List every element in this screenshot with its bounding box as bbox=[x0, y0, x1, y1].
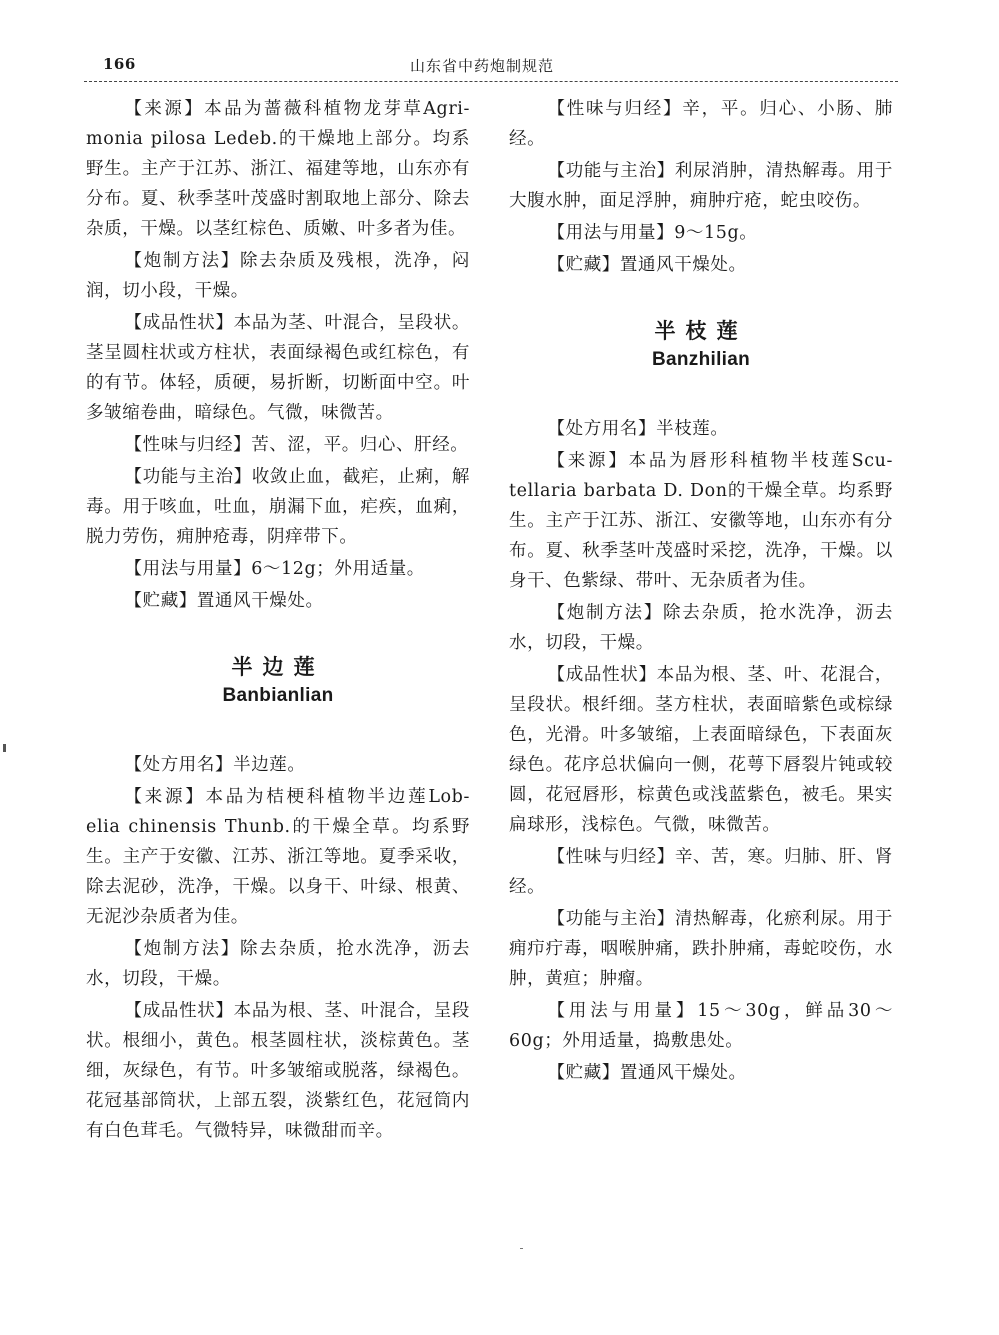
paragraph-storage: 【贮藏】置通风干燥处。 bbox=[547, 1063, 747, 1083]
paragraph-processing-method: 【炮制方法】除去杂质及残根，洗净，闷润，切小段，干燥。 bbox=[86, 251, 470, 301]
herb-title: 半枝莲 bbox=[654, 319, 748, 343]
left-column bbox=[86, 94, 470, 1148]
paragraph-nature-meridian: 【性味与归经】辛、苦，寒。归肺、肝、肾经。 bbox=[509, 847, 893, 897]
paragraph-usage-dosage: 【用法与用量】9～15g。 bbox=[547, 223, 758, 243]
right-column bbox=[509, 94, 893, 1090]
herb-pinyin: Banbianlian bbox=[222, 685, 334, 706]
paragraph-functions-indications: 【功能与主治】收敛止血，截疟，止痢，解毒。用于咳血，吐血，崩漏下血，疟疾，血痢，脱力劳伤，痈肿疮毒，阴痒带下。 bbox=[86, 467, 470, 547]
paragraph-functions-indications: 【功能与主治】利尿消肿，清热解毒。用于大腹水肿，面足浮肿，痈肿疔疮，蛇虫咬伤。 bbox=[509, 161, 893, 211]
paragraph-usage-dosage: 【用法与用量】15～30g，鲜品30～60g；外用适量，捣敷患处。 bbox=[509, 1001, 893, 1051]
paragraph-prescription-name: 【处方用名】半枝莲。 bbox=[547, 419, 729, 439]
paragraph-source: 【来源】本品为唇形科植物半枝莲Scu-tellaria barbata D. Don的干燥全草。均系野生。主产于江苏、浙江、安徽等地，山东亦有分布。夏、秋季茎叶茂盛时采挖，洗净，干燥。以身干、色紫绿、带叶、无杂质者为佳。 bbox=[509, 451, 893, 591]
paragraph-product-characteristics: 【成品性状】本品为根、茎、叶、花混合，呈段状。根纤细。茎方柱状，表面暗紫色或棕绿色，光滑。叶多皱缩，上表面暗绿色，下表面灰绿色。花序总状偏向一侧，花萼下唇裂片钝或较圆，花冠唇形，棕黄色或浅蓝紫色，被毛。果实扁球形，浅棕色。气微，味微苦。 bbox=[509, 665, 893, 835]
paragraph-prescription-name: 【处方用名】半边莲。 bbox=[124, 755, 306, 775]
paragraph-source: 【来源】本品为蔷薇科植物龙芽草Agri-monia pilosa Ledeb.的干燥地上部分。均系野生。主产于江苏、浙江、福建等地，山东亦有分布。夏、秋季茎叶茂盛时割取地上部分、除去杂质，干燥。以茎红棕色、质嫩、叶多者为佳。 bbox=[86, 99, 470, 239]
entry-heading-banbianlian bbox=[86, 652, 470, 710]
entry-heading-banzhilian bbox=[509, 316, 893, 374]
paragraph-nature-meridian: 【性味与归经】辛，平。归心、小肠、肺经。 bbox=[509, 99, 893, 149]
herb-title: 半边莲 bbox=[231, 655, 325, 679]
herb-pinyin: Banzhilian bbox=[651, 349, 750, 370]
paragraph-storage: 【贮藏】置通风干燥处。 bbox=[124, 591, 324, 611]
paragraph-source: 【来源】本品为桔梗科植物半边莲Lob-elia chinensis Thunb.的干燥全草。均系野生。主产于安徽、江苏、浙江等地。夏季采收，除去泥砂，洗净，干燥。以身干、叶绿、根黄、无泥沙杂质者为佳。 bbox=[86, 787, 470, 927]
scan-artifact bbox=[3, 744, 6, 752]
header-rule bbox=[84, 81, 898, 82]
paragraph-usage-dosage: 【用法与用量】6～12g；外用适量。 bbox=[124, 559, 425, 579]
paragraph-nature-meridian: 【性味与归经】苦、涩，平。归心、肝经。 bbox=[124, 435, 469, 455]
paragraph-processing-method: 【炮制方法】除去杂质，抢水洗净，沥去水，切段，干燥。 bbox=[86, 939, 470, 989]
paragraph-storage: 【贮藏】置通风干燥处。 bbox=[547, 255, 747, 275]
paragraph-product-characteristics: 【成品性状】本品为根、茎、叶混合，呈段状。根细小，黄色。根茎圆柱状，淡棕黄色。茎细，灰绿色，有节。叶多皱缩或脱落，绿褐色。花冠基部筒状，上部五裂，淡紫红色，花冠筒内有白色茸毛。气微特异，味微甜而辛。 bbox=[86, 1001, 470, 1141]
paragraph-product-characteristics: 【成品性状】本品为茎、叶混合，呈段状。茎呈圆柱状或方柱状，表面绿褐色或红棕色，有的有节。体轻，质硬，易折断，切断面中空。叶多皱缩卷曲，暗绿色。气微，味微苦。 bbox=[86, 313, 470, 423]
running-head-title: 山东省中药炮制规范 bbox=[410, 57, 555, 75]
page-number: 166 bbox=[103, 55, 136, 73]
paragraph-functions-indications: 【功能与主治】清热解毒，化瘀利尿。用于痈疖疔毒，咽喉肿痛，跌扑肿痛，毒蛇咬伤，水肿，黄疸；肿瘤。 bbox=[509, 909, 893, 989]
scan-artifact bbox=[520, 1248, 523, 1249]
paragraph-processing-method: 【炮制方法】除去杂质，抢水洗净，沥去水，切段，干燥。 bbox=[509, 603, 893, 653]
